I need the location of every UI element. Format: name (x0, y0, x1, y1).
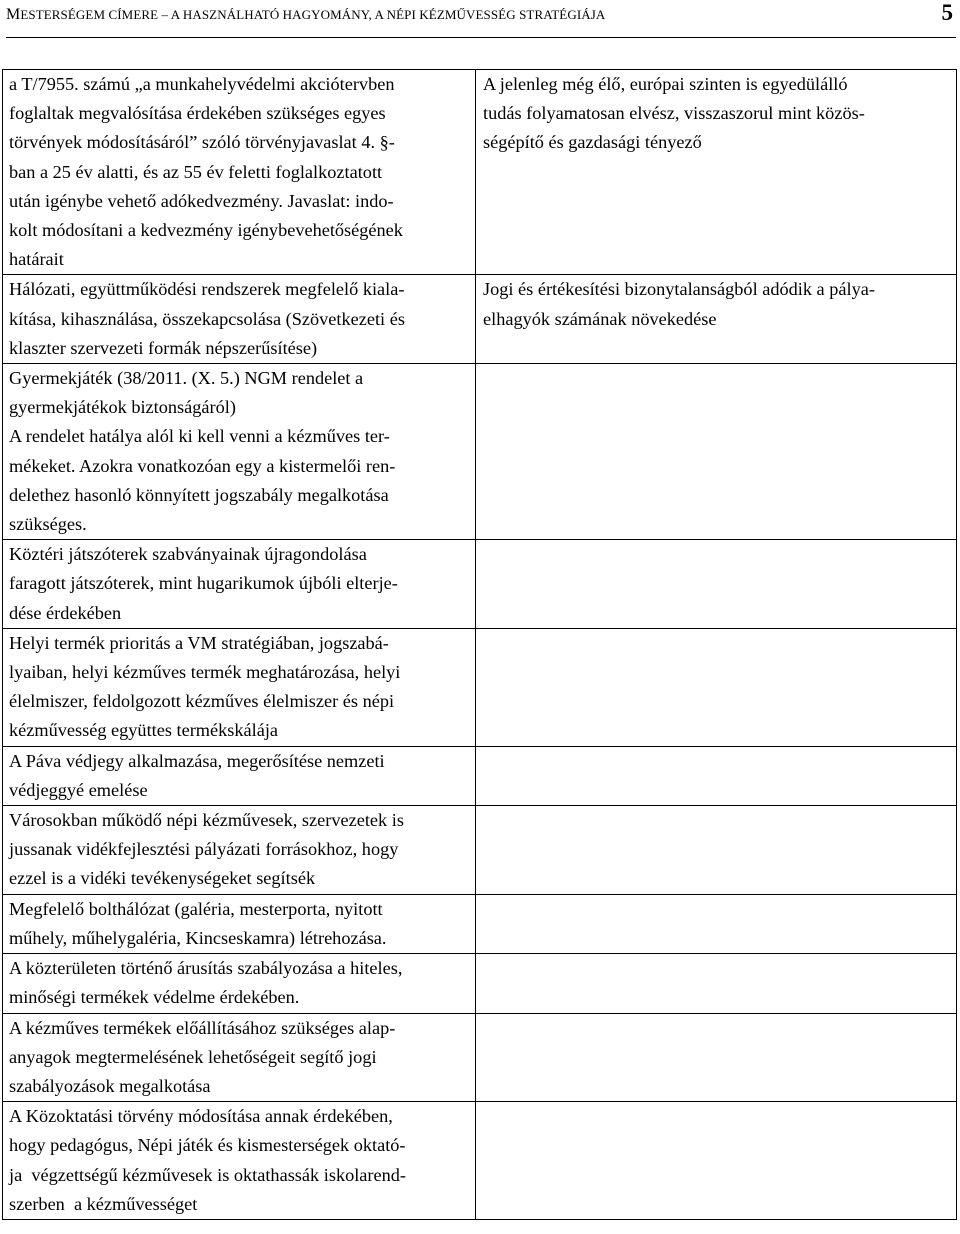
table-cell-right (476, 275, 957, 364)
table-cell-right (476, 1102, 957, 1220)
table-cell-right (476, 1013, 957, 1102)
table-row (3, 746, 957, 805)
cell-text: A kézműves termékek előállításához szükséges alap- anyagok megtermelésének lehetőségeit segítő jogi szabályozások megalkotása (9, 1017, 396, 1096)
table-row (3, 954, 957, 1013)
table-row (3, 275, 957, 364)
table-cell-left (3, 1102, 476, 1220)
table-row (3, 364, 957, 540)
table-cell-left (3, 540, 476, 629)
table-cell-right (476, 628, 957, 746)
page-header (6, 0, 956, 38)
table-cell-left (3, 954, 476, 1013)
table-cell-right (476, 540, 957, 629)
table-row (3, 540, 957, 629)
table-row (3, 70, 957, 275)
page-number: 5 (941, 0, 953, 25)
strategy-table (2, 69, 957, 1220)
cell-text: Hálózati, együttműködési rendszerek megfelelő kiala- kítása, kihasználása, összekapcsolása (Szövetkezeti és klaszter szervezeti formák népszerűsítése) (9, 279, 405, 358)
cell-text: A Páva védjegy alkalmazása, megerősítése nemzeti védjeggyé emelése (9, 750, 385, 800)
table-row (3, 628, 957, 746)
cell-text: A közterületen történő árusítás szabályozása a hiteles, minőségi termékek védelme érdekében. (9, 958, 403, 1008)
table-cell-right (476, 746, 957, 805)
header-title (6, 6, 605, 24)
table-cell-left (3, 806, 476, 895)
cell-text: A jelenleg még élő, európai szinten is egyedülálló tudás folyamatosan elvész, visszaszorul mint közös- ségépítő és gazdasági tényező (483, 74, 865, 153)
table-row (3, 1102, 957, 1220)
cell-text: Köztéri játszóterek szabványainak újragondolása faragott játszóterek, mint hugarikumok újbóli elterje- dése érdekében (9, 544, 398, 623)
header-title-rest: ESTERSÉGEM CÍMERE – A HASZNÁLHATÓ HAGYOMÁNY, A NÉPI KÉZMŰVESSÉG STRATÉGIÁJA (20, 7, 606, 22)
table-cell-left (3, 1013, 476, 1102)
cell-text: a T/7955. számú „a munkahelyvédelmi akciótervben foglaltak megvalósítása érdekében szükséges egyes törvények módosításáról” szóló törvényjavaslat 4. §- ban a 25 év alatti, és az 55 év feletti foglalkoztatott után igénybe vehető adókedvezmény. Javaslat: indo- kolt módosítani a kedvezmény igénybevehetőségének határait (9, 74, 403, 270)
cell-text: A Közoktatási törvény módosítása annak érdekében, hogy pedagógus, Népi játék és kismesterségek oktató- ja végzettségű kézművesek is oktathassák iskolarend- szerben a kézművességet (9, 1106, 406, 1214)
table-cell-left (3, 364, 476, 540)
table-cell-right (476, 894, 957, 953)
table-cell-right (476, 954, 957, 1013)
table-cell-right (476, 364, 957, 540)
cell-text: Gyermekjáték (38/2011. (X. 5.) NGM rendelet a gyermekjátékok biztonságáról) A rendelet hatálya alól ki kell venni a kézműves ter- mékeket. Azokra vonatkozóan egy a kistermelői ren- delethez hasonló könnyített jogszabály megalkotása szükséges. (9, 368, 396, 535)
cell-text: Jogi és értékesítési bizonytalanságból adódik a pálya- elhagyók számának növekedése (483, 279, 875, 329)
table-cell-right (476, 70, 957, 275)
table-cell-left (3, 275, 476, 364)
cell-text: Helyi termék prioritás a VM stratégiában, jogszabá- lyaiban, helyi kézműves termék meghatározása, helyi élelmiszer, feldolgozott kézműves élelmiszer és népi kézművesség együttes termékskálája (9, 632, 401, 741)
table-cell-left (3, 746, 476, 805)
table-row (3, 894, 957, 953)
table-cell-left (3, 70, 476, 275)
table-row (3, 1013, 957, 1102)
table-cell-right (476, 806, 957, 895)
table-row (3, 806, 957, 895)
table-cell-left (3, 628, 476, 746)
table-cell-left (3, 894, 476, 953)
header-title-initial: M (6, 6, 21, 23)
cell-text: Városokban működő népi kézművesek, szervezetek is jussanak vidékfejlesztési pályázati forrásokhoz, hogy ezzel is a vidéki tevékenységeket segítsék (9, 810, 404, 889)
cell-text: Megfelelő bolthálózat (galéria, mesterporta, nyitott műhely, műhelygaléria, Kincseskamra) létrehozása. (9, 898, 387, 948)
